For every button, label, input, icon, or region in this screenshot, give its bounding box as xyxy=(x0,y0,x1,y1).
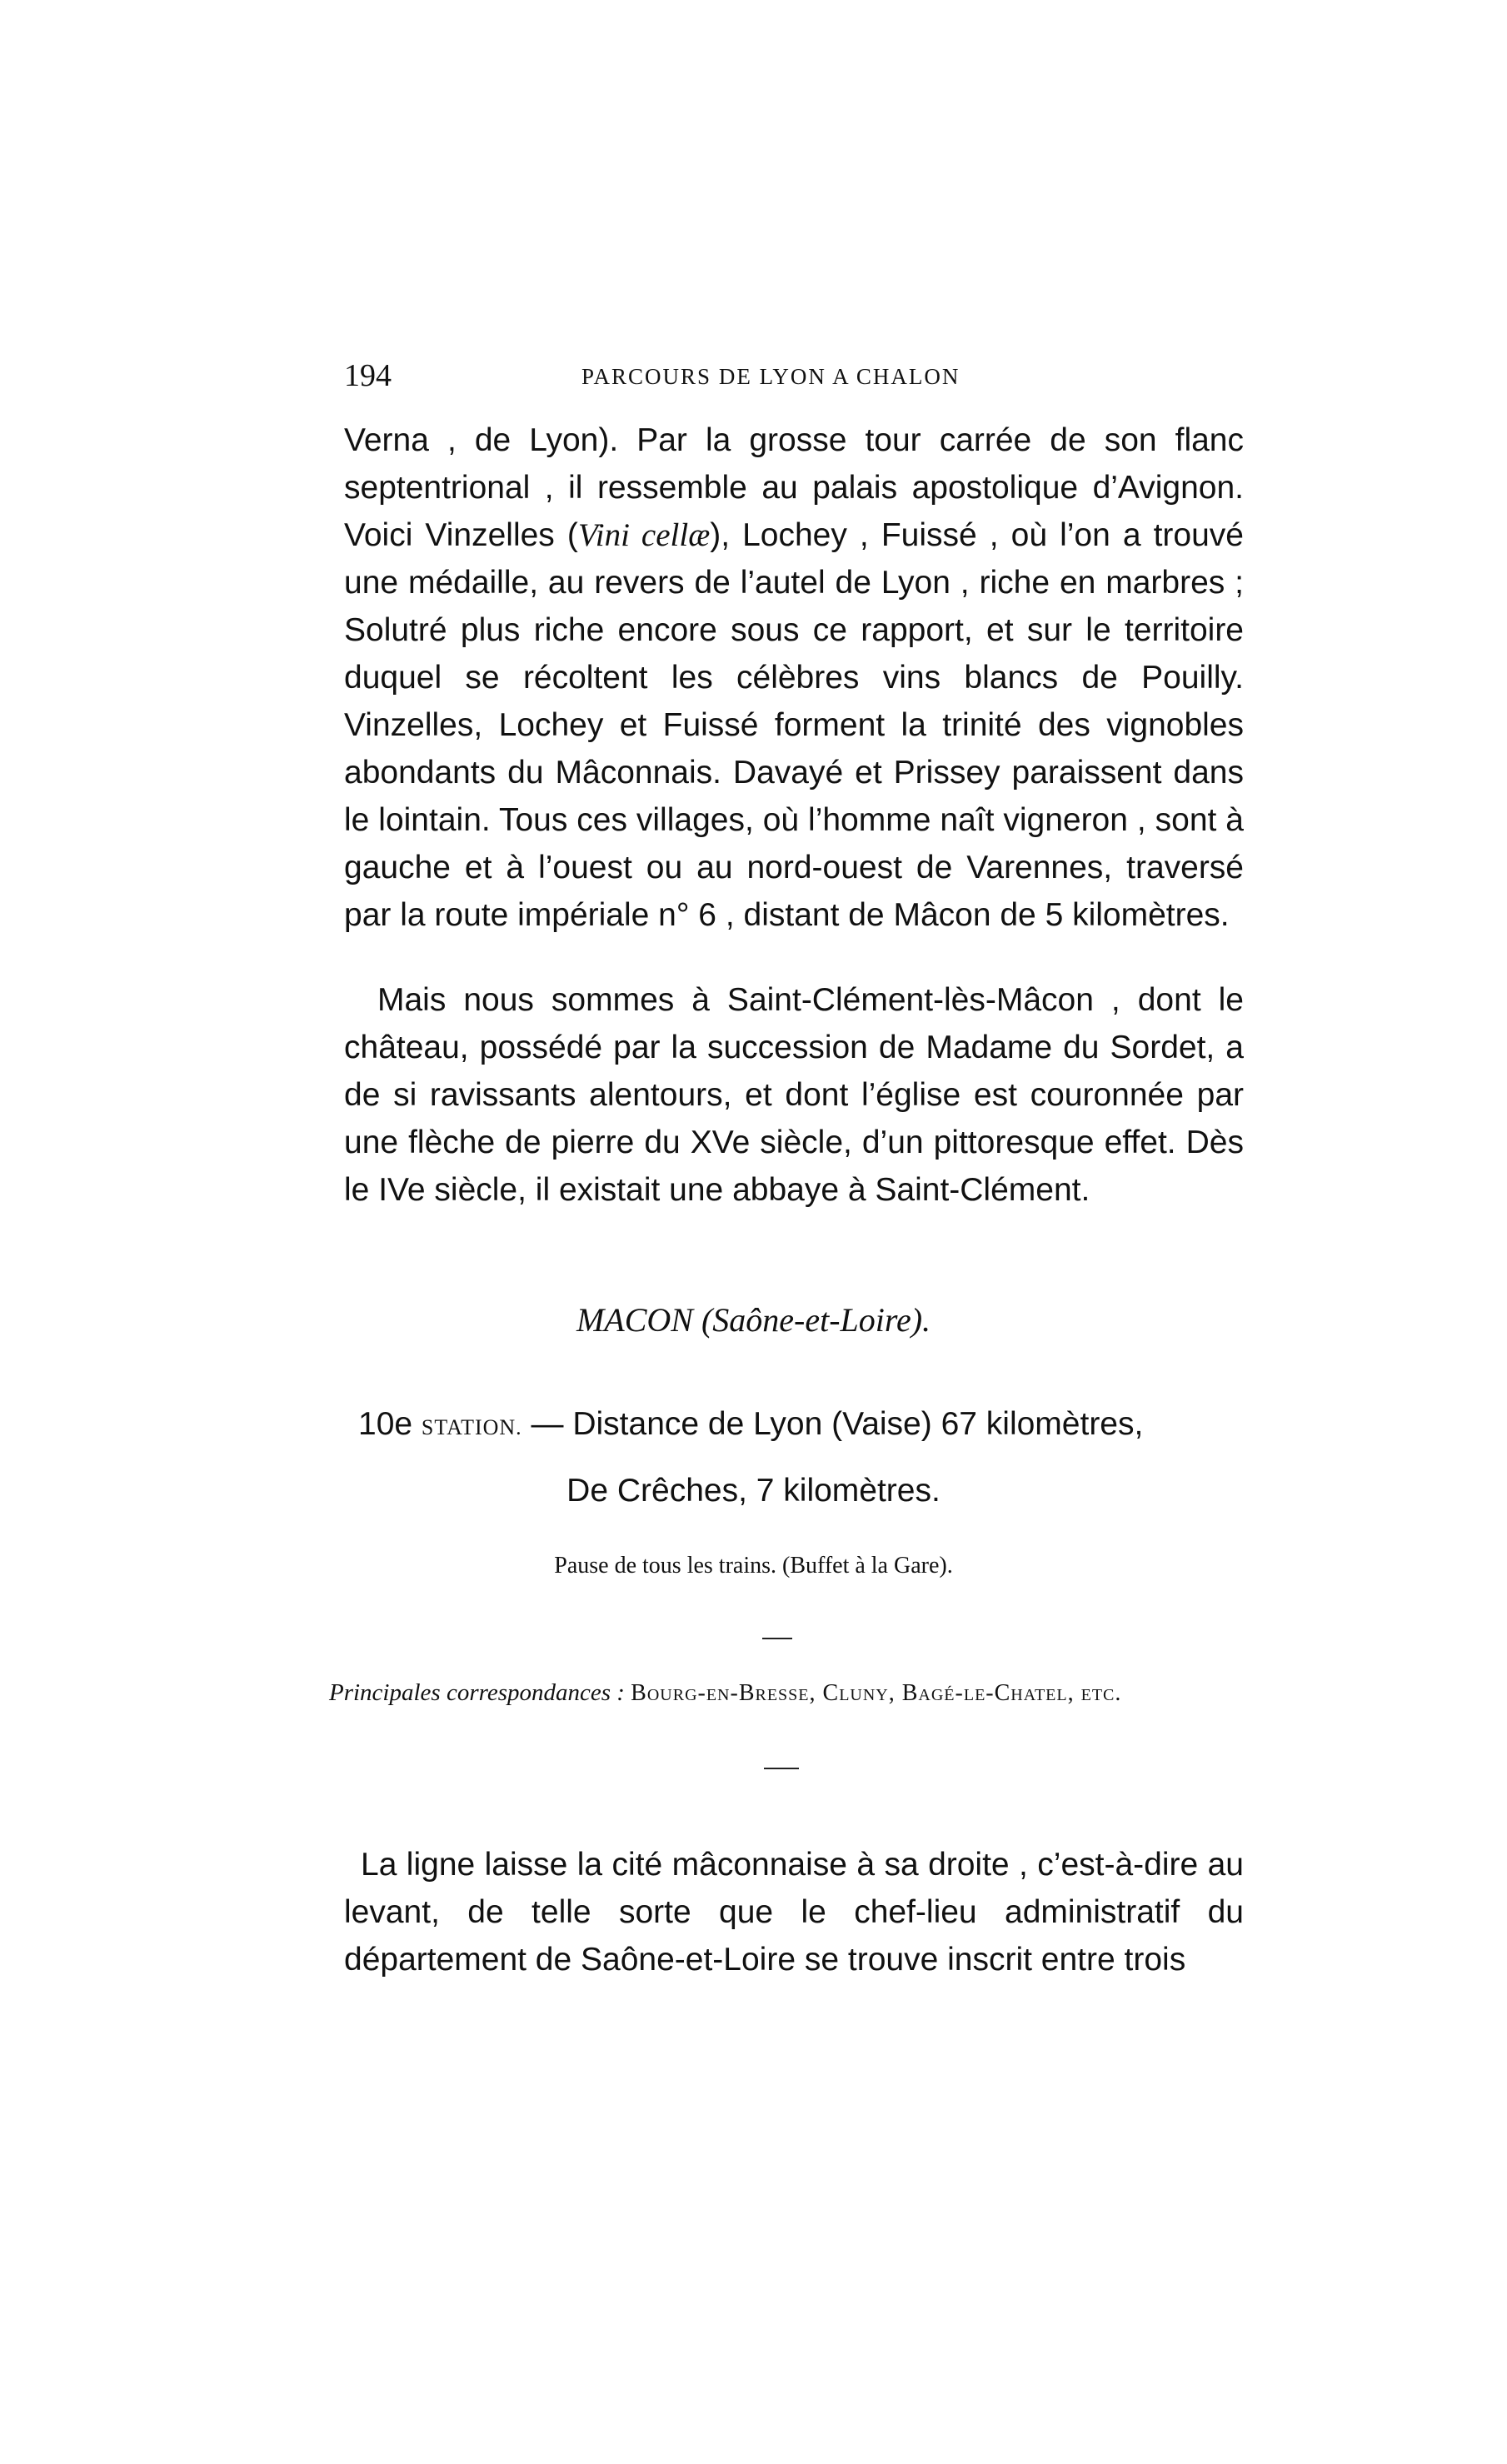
station-distance-lyon: — Distance de Lyon (Vaise) 67 kilomètres, xyxy=(531,1406,1144,1442)
divider-rule xyxy=(764,1768,799,1769)
station-pause: Pause de tous les trains. (Buffet à la Gare). xyxy=(554,1553,953,1579)
station-distance-creches: De Crêches, 7 kilomètres. xyxy=(566,1473,941,1509)
station-number: 10e xyxy=(358,1406,413,1442)
section-department: (Saône-et-Loire). xyxy=(701,1301,931,1339)
paragraph-verna xyxy=(344,416,1244,939)
page-number: 194 xyxy=(344,358,392,393)
station-distance-line xyxy=(358,1399,1241,1453)
correspondances-towns: Bourg-en-Bresse, Cluny, Bagé-le-Chatel, etc. xyxy=(631,1680,1122,1706)
section-heading xyxy=(0,1295,1507,1345)
running-head xyxy=(344,355,1244,397)
paragraph-ligne: La ligne laisse la cité mâconnaise à sa droite , c’est-à-dire au levant, de telle sorte que le chef-lieu administratif du département de Saône-et-Loire se trouve inscrit entre trois xyxy=(344,1847,1244,1978)
latin-name: Vini cellæ xyxy=(577,517,711,553)
paragraph-saint-clement: Mais nous sommes à Saint-Clément-lès-Mâcon , dont le château, possédé par la succession de Madame du Sordet, a de si ravissants alentours, et dont l’église est couronnée par une flèche de pierre du XVe siècle, d’un pittoresque effet. Dès le IVe siècle, il existait une abbaye à Saint-Clément. xyxy=(344,982,1244,1208)
divider-rule xyxy=(762,1638,792,1639)
station-label: STATION. xyxy=(421,1415,522,1439)
running-title: PARCOURS DE LYON A CHALON xyxy=(581,364,961,389)
paragraph-verna-text-b: ), Lochey , Fuissé , où l’on a trouvé une médaille, au revers de l’autel de Lyon , riche en marbres ; Solutré plus riche encore sous ce rapport, et sur le territoire duquel se récoltent les célèbres vins blancs de Pouilly. Vinzelles, Lochey et Fuissé forment la trinité des vignobles abondants du Mâconnais. Davayé et Prissey paraissent dans le lointain. Tous ces villages, où l’homme naît vigneron , sont à gauche et à l’ouest ou au nord-ouest de Varennes, traversé par la route impériale n° 6 , distant de Mâcon de 5 kilomètres. xyxy=(344,517,1244,933)
section-place: MACON xyxy=(576,1301,693,1339)
correspondances-line xyxy=(329,1674,1237,1712)
paragraph-verna-text-a: Verna , de Lyon). Par la grosse tour carrée de son flanc septentrional , il ressemble au palais apostolique d’Avignon. Voici Vinzelles ( xyxy=(344,422,1244,553)
correspondances-label: Principales correspondances : xyxy=(329,1679,625,1706)
